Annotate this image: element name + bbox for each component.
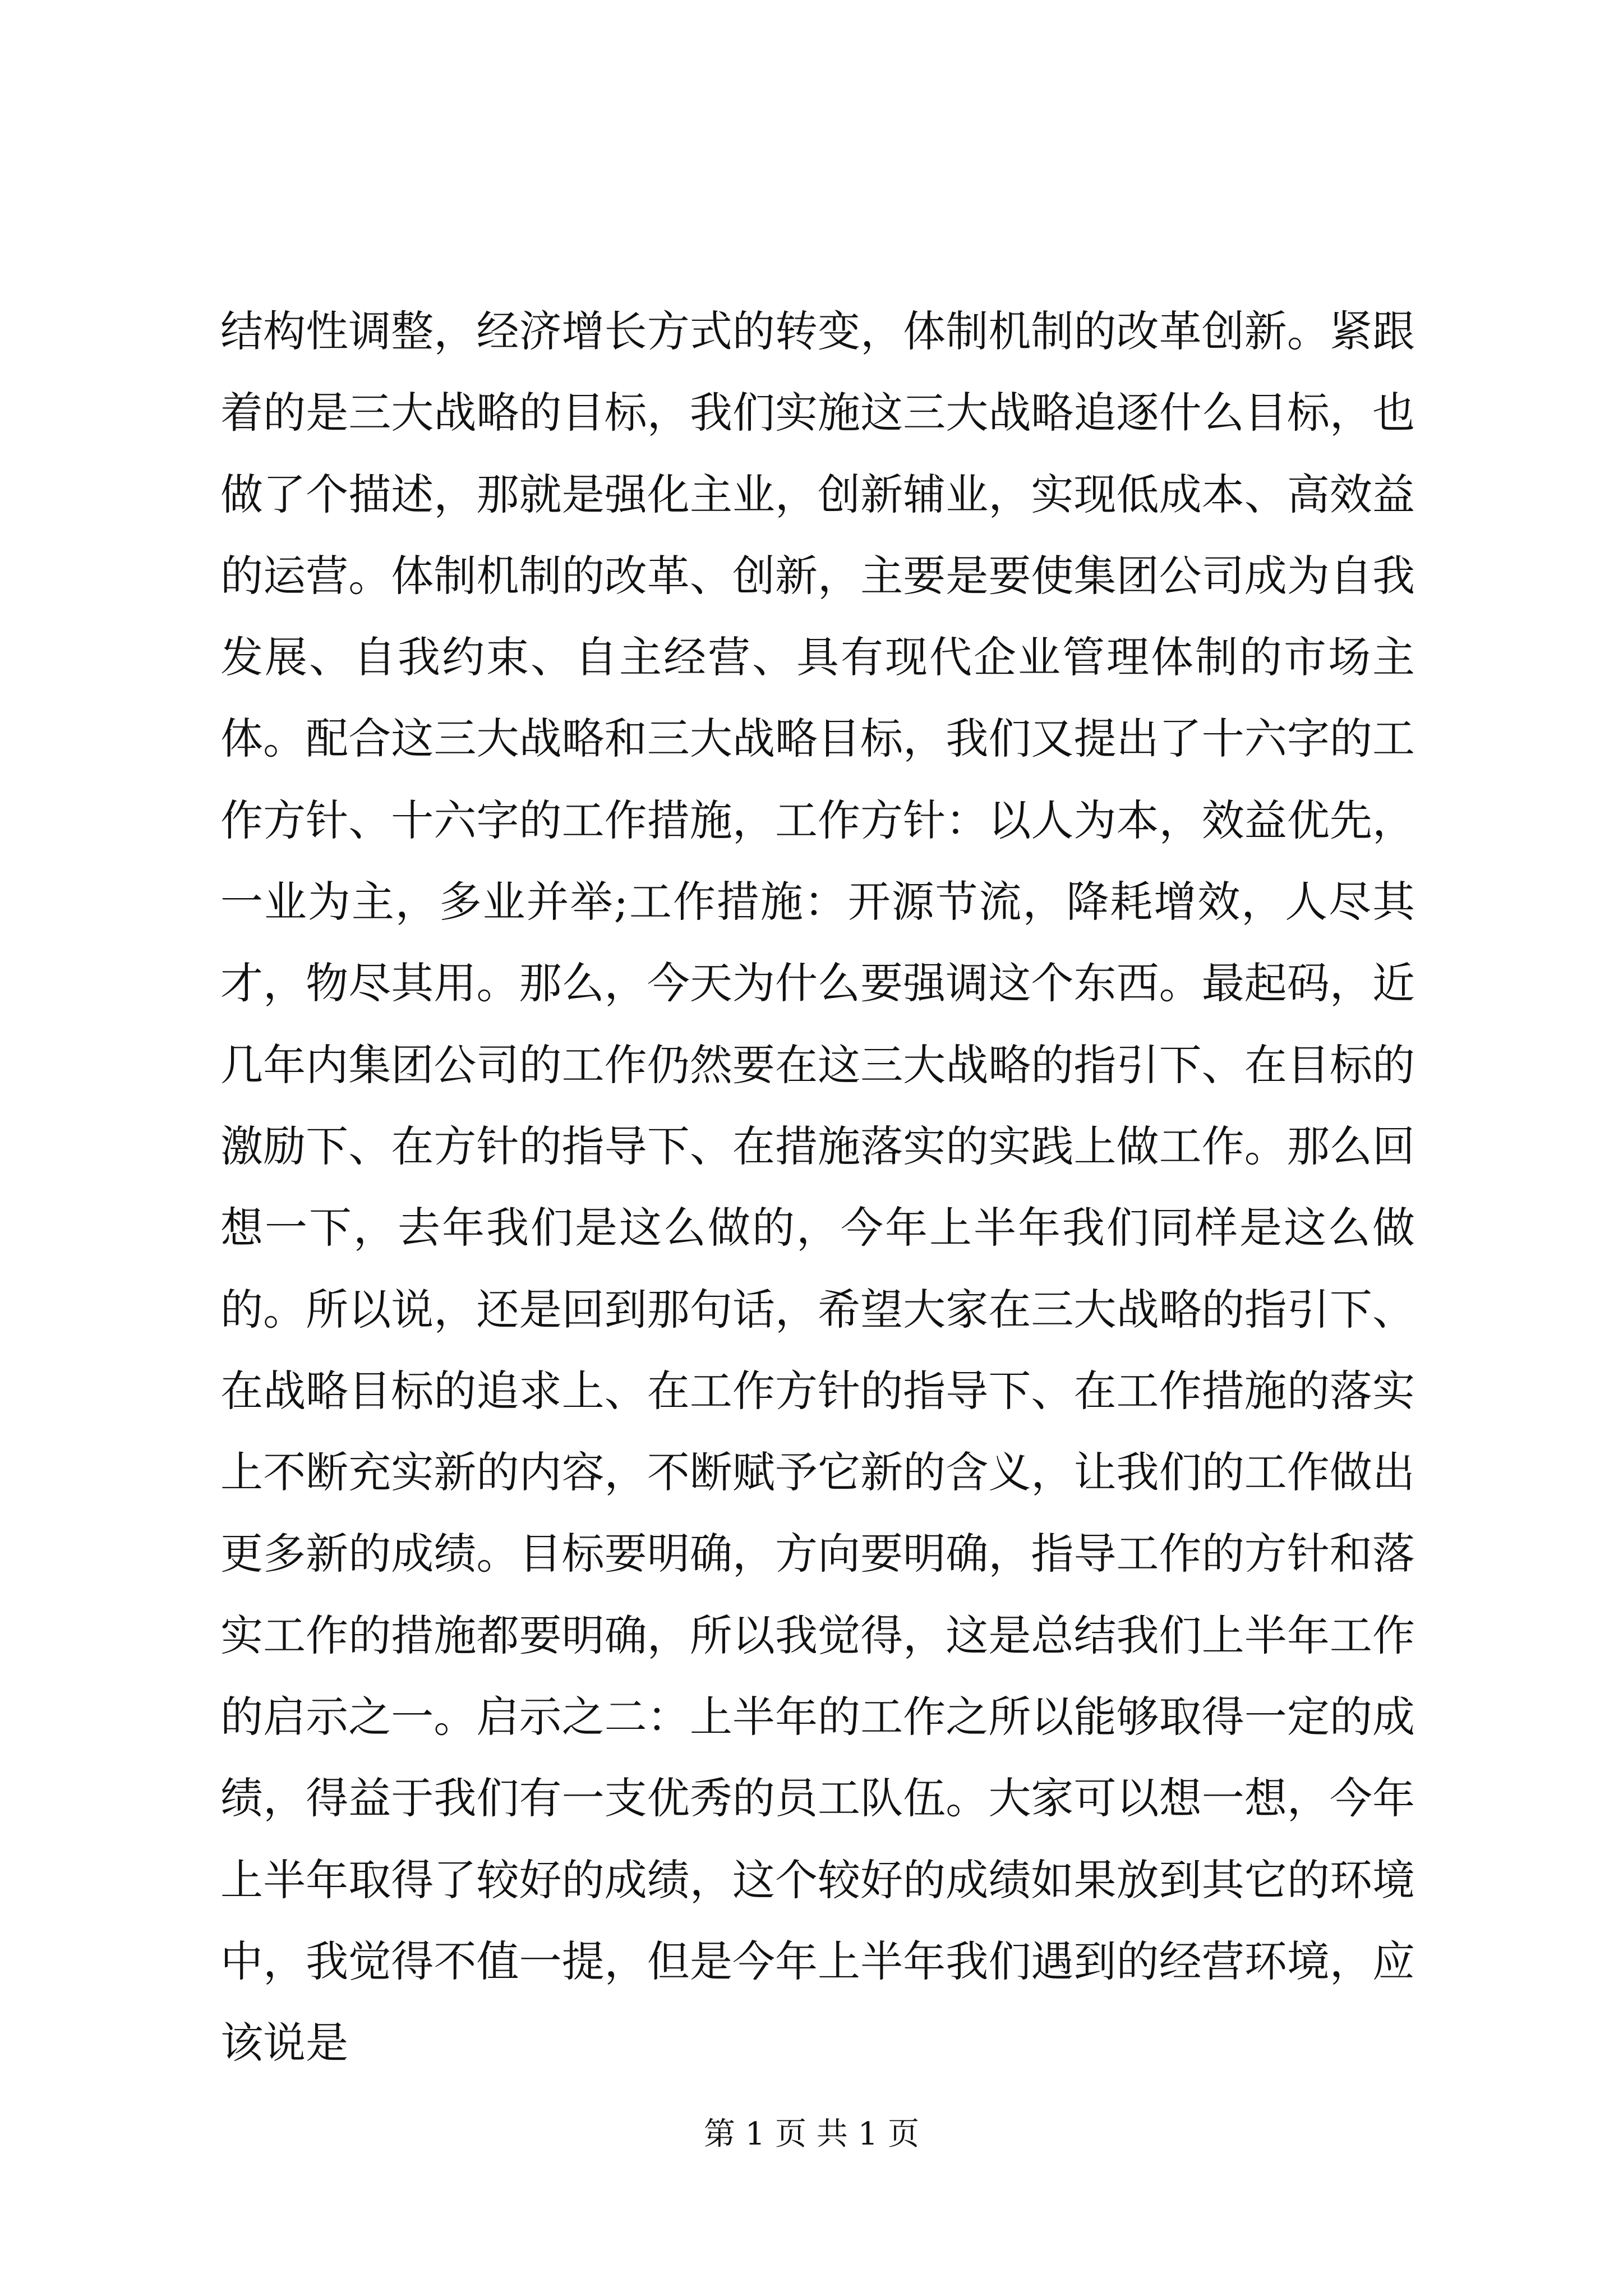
page-footer: 第 1 页 共 1 页 bbox=[703, 2116, 920, 2152]
body-paragraph: 结构性调整，经济增长方式的转变，体制机制的改革创新。紧跟着的是三大战略的目标，我们实施这三大战略追逐什么目标，也做了个描述，那就是强化主业，创新辅业，实现低成本、高效益的运营。体制机制的改革、创新，主要是要使集团公司成为自我发展、自我约束、自主经营、具有现代企业管理体制的市场主体。配合这三大战略和三大战略目标，我们又提出了十六字的工作方针、十六字的工作措施，工作方针：以人为本，效益优先，一业为主，多业并举;工作措施：开源节流，降耗增效，人尽其才，物尽其用。那么，今天为什么要强调这个东西。最起码，近几年内集团公司的工作仍然要在这三大战略的指引下、在目标的激励下、在方针的指导下、在措施落实的实践上做工作。那么回想一下，去年我们是这么做的，今年上半年我们同样是这么做的。所以说，还是回到那句话，希望大家在三大战略的指引下、在战略目标的追求上、在工作方针的指导下、在工作措施的落实上不断充实新的内容，不断赋予它新的含义，让我们的工作做出更多新的成绩。目标要明确，方向要明确，指导工作的方针和落实工作的措施都要明确，所以我觉得，这是总结我们上半年工作的启示之一。启示之二：上半年的工作之所以能够取得一定的成绩，得益于我们有一支优秀的员工队伍。大家可以想一想，今年上半年取得了较好的成绩，这个较好的成绩如果放到其它的环境中，我觉得不值一提，但是今年上半年我们遇到的经营环境，应该说是 bbox=[220, 306, 1415, 2068]
